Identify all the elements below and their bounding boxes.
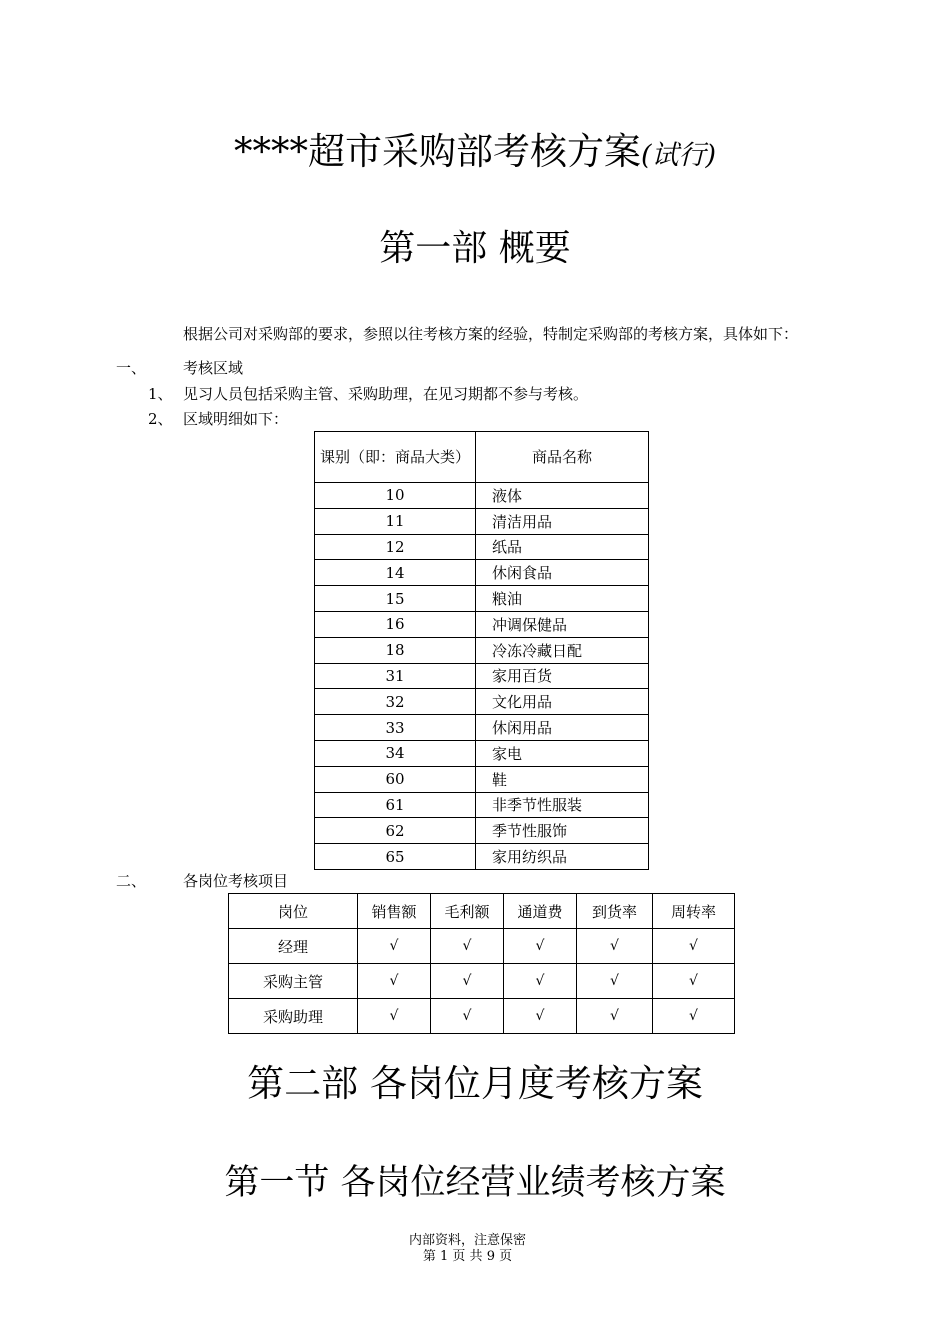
section1-number: 一、 xyxy=(116,359,147,377)
category-code: 62 xyxy=(315,818,476,844)
category-code: 60 xyxy=(315,766,476,792)
section1-label: 考核区域 xyxy=(183,359,244,377)
check-mark: √ xyxy=(358,964,431,999)
title-main: ****超市采购部考核方案 xyxy=(233,130,641,173)
check-mark: √ xyxy=(577,929,653,964)
part1-heading: 第一部 概要 xyxy=(379,228,571,269)
check-mark: √ xyxy=(431,999,504,1034)
category-code: 15 xyxy=(315,586,476,612)
product-name: 清洁用品 xyxy=(476,508,649,534)
category-code: 34 xyxy=(315,740,476,766)
category-code: 32 xyxy=(315,689,476,715)
product-name: 液体 xyxy=(476,483,649,509)
check-mark: √ xyxy=(653,999,735,1034)
section-heading: 第一节 各岗位经营业绩考核方案 xyxy=(224,1163,726,1203)
header-gross-profit: 毛利额 xyxy=(431,894,504,929)
header-turnover-rate: 周转率 xyxy=(653,894,735,929)
product-name: 冷冻冷藏日配 xyxy=(476,637,649,663)
check-mark: √ xyxy=(504,999,577,1034)
header-position: 岗位 xyxy=(229,894,358,929)
table-row xyxy=(315,818,649,844)
position-table xyxy=(228,893,735,1034)
position-name: 采购助理 xyxy=(229,999,358,1034)
table-row xyxy=(315,792,649,818)
table-row xyxy=(229,929,735,964)
item2-text: 区域明细如下： xyxy=(183,410,289,428)
table-row xyxy=(315,637,649,663)
header-sales: 销售额 xyxy=(358,894,431,929)
category-code: 14 xyxy=(315,560,476,586)
product-name: 休闲用品 xyxy=(476,715,649,741)
product-name: 家用纺织品 xyxy=(476,844,649,870)
table-row xyxy=(315,611,649,637)
table-row xyxy=(229,964,735,999)
table-row xyxy=(315,560,649,586)
category-code: 16 xyxy=(315,611,476,637)
product-name: 纸品 xyxy=(476,534,649,560)
check-mark: √ xyxy=(653,929,735,964)
check-mark: √ xyxy=(577,964,653,999)
product-name: 休闲食品 xyxy=(476,560,649,586)
table-row xyxy=(315,689,649,715)
table-row xyxy=(229,999,735,1034)
table-row xyxy=(315,508,649,534)
check-mark: √ xyxy=(431,964,504,999)
header-arrival-rate: 到货率 xyxy=(577,894,653,929)
item1-text: 见习人员包括采购主管、采购助理，在见习期都不参与考核。 xyxy=(183,385,589,403)
check-mark: √ xyxy=(504,929,577,964)
section2-label: 各岗位考核项目 xyxy=(183,872,289,890)
table-row xyxy=(315,534,649,560)
category-table xyxy=(314,431,649,870)
category-code: 12 xyxy=(315,534,476,560)
table-row xyxy=(315,740,649,766)
check-mark: √ xyxy=(504,964,577,999)
product-name: 季节性服饰 xyxy=(476,818,649,844)
header-channel-fee: 通道费 xyxy=(504,894,577,929)
product-name: 冲调保健品 xyxy=(476,611,649,637)
check-mark: √ xyxy=(358,999,431,1034)
table-row xyxy=(315,844,649,870)
part2-heading: 第二部 各岗位月度考核方案 xyxy=(247,1062,703,1105)
check-mark: √ xyxy=(577,999,653,1034)
product-name: 鞋 xyxy=(476,766,649,792)
table-header-row xyxy=(229,894,735,929)
category-code: 18 xyxy=(315,637,476,663)
category-code: 65 xyxy=(315,844,476,870)
table-row xyxy=(315,715,649,741)
product-name: 粮油 xyxy=(476,586,649,612)
check-mark: √ xyxy=(653,964,735,999)
title-suffix: (试行) xyxy=(640,140,717,171)
header-category-code: 课别（即：商品大类） xyxy=(315,432,476,483)
footer-confidential: 内部资料，注意保密 xyxy=(408,1233,526,1248)
table-row xyxy=(315,586,649,612)
table-row xyxy=(315,663,649,689)
header-product-name: 商品名称 xyxy=(476,432,649,483)
product-name: 家用百货 xyxy=(476,663,649,689)
product-name: 文化用品 xyxy=(476,689,649,715)
check-mark: √ xyxy=(431,929,504,964)
position-name: 采购主管 xyxy=(229,964,358,999)
table-header-row xyxy=(315,432,649,483)
item1-number: 1、 xyxy=(148,385,173,403)
position-name: 经理 xyxy=(229,929,358,964)
section2-number: 二、 xyxy=(116,872,147,890)
category-code: 61 xyxy=(315,792,476,818)
category-code: 31 xyxy=(315,663,476,689)
document-title xyxy=(0,128,950,180)
footer-page-number: 第 1 页 共 9 页 xyxy=(422,1249,513,1264)
product-name: 非季节性服装 xyxy=(476,792,649,818)
item2-number: 2、 xyxy=(148,410,173,428)
check-mark: √ xyxy=(358,929,431,964)
table-row xyxy=(315,766,649,792)
category-code: 33 xyxy=(315,715,476,741)
table-row xyxy=(315,483,649,509)
category-code: 10 xyxy=(315,483,476,509)
intro-paragraph: 根据公司对采购部的要求，参照以往考核方案的经验，特制定采购部的考核方案，具体如下： xyxy=(183,325,799,343)
product-name: 家电 xyxy=(476,740,649,766)
category-code: 11 xyxy=(315,508,476,534)
